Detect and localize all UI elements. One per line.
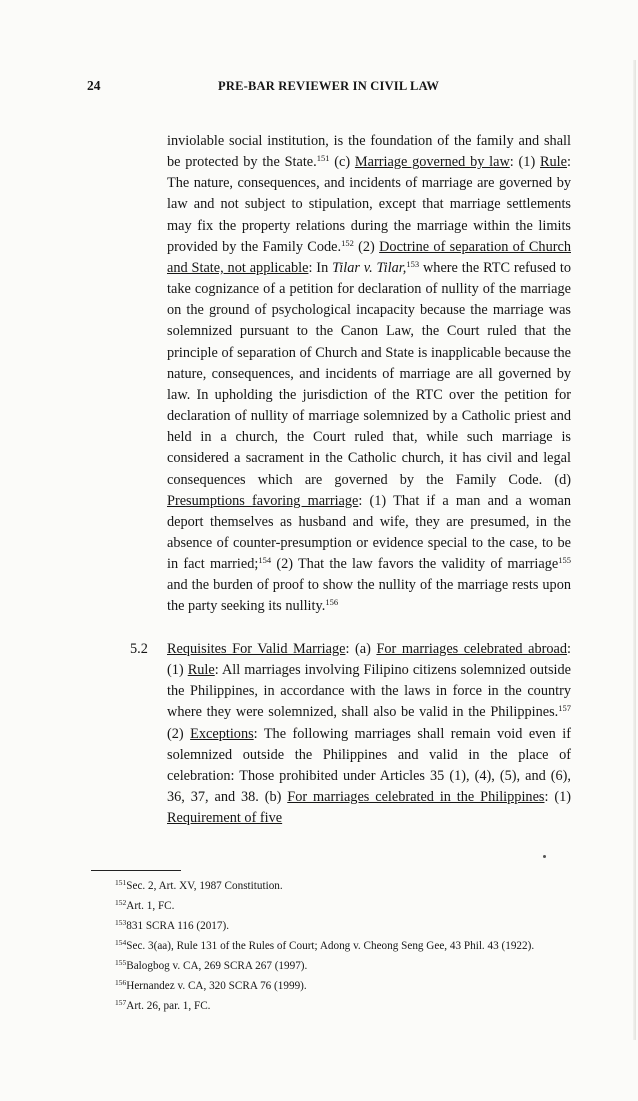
footnote [87, 956, 577, 976]
text-run: : The nature, consequences, and incidents of marriage are governed by law and not subject to stipulation, except that marriage settlements may fix the property relations during the marriage within the limits provided by the Family Code. [167, 154, 571, 255]
underlined-heading: For marriages celebrated abroad [376, 641, 568, 657]
page-number: 24 [87, 78, 101, 93]
ink-speck [543, 855, 546, 858]
footnote-ref: 156 [325, 597, 339, 608]
footnote-ref: 155 [558, 555, 571, 566]
footnote-number: 155 [115, 958, 127, 967]
footnote [87, 896, 577, 916]
footnote-number: 153 [115, 918, 127, 927]
footnote-number: 156 [115, 978, 127, 987]
underlined-heading: Exceptions [190, 725, 254, 742]
text-run: : (1) [509, 154, 540, 171]
underlined-heading: Marriage governed by law [354, 154, 510, 171]
underlined-heading: Doctrine of separation of Church and State, not applicable [167, 238, 571, 276]
footnote-text: Sec. 2, Art. XV, 1987 Constitution. [126, 880, 283, 892]
footnote-ref: 157 [558, 703, 571, 714]
footnote-ref: 151 [316, 153, 330, 164]
text-run: (2) [353, 238, 380, 255]
footnote-separator [91, 870, 181, 871]
text-run: where the RTC refused to take cognizance of a petition for declaration of nullity of the marriage on the ground of psychological incapacity because the marriage was solemnized pursuant to the Canon Law, the Court ruled that the principle of separation of Church and State is inapplicable because the nature, consequences, and incidents of marriage are all governed by law. In upholding the jurisdiction of the RTC over the petition for declaration of nullity of marriage solemnized by a Catholic priest and held in a church, the Court ruled that, while such marriage is considered a sacrament in the Catholic church, it has civil and legal consequences which are governed by the Family Code. (d) [167, 259, 572, 488]
text-run: (2) That the law favors the validity of marriage [271, 556, 559, 573]
text-run: (c) [329, 154, 355, 171]
footnote-number: 151 [115, 878, 127, 887]
underlined-heading: Rule [187, 662, 215, 679]
footnote-ref: 152 [341, 237, 354, 248]
footnote-ref: 154 [258, 555, 272, 566]
underlined-heading: For marriages celebrated in the Philippines [287, 789, 545, 806]
text-run: inviolable social institution, is the foundation of the family and shall be protected by the State. [167, 133, 571, 171]
underlined-heading: Requisites For Valid Marriage [167, 641, 346, 657]
text-run: : (1) That if a man and a woman deport themselves as husband and wife, they are presumed, in the absence of counter-presumption or evidence special to the case, to be in fact married; [167, 492, 571, 573]
footnote-number: 154 [115, 938, 127, 947]
underlined-heading: Presumptions favoring marriage [167, 492, 359, 509]
footnote [87, 916, 577, 936]
text-run: : (1) [167, 641, 571, 679]
underlined-heading: Rule [540, 154, 568, 171]
footnote [87, 976, 577, 996]
text-run: : (a) [345, 641, 377, 657]
text-run: : (1) [544, 789, 571, 806]
footnote [87, 996, 577, 1016]
page-edge-shadow [633, 60, 636, 1040]
text-run: : In [308, 259, 333, 276]
footnote [87, 936, 577, 956]
paragraph-requisites [167, 639, 571, 829]
running-title: PRE-BAR REVIEWER IN CIVIL LAW [218, 79, 440, 93]
footnote [87, 876, 577, 896]
footnote-number: 157 [115, 998, 127, 1007]
footnote-text: Balogbog v. CA, 269 SCRA 267 (1997). [126, 960, 308, 972]
text-run: : The following marriages shall remain void even if solemnized outside the Philippines and valid in the place of celebration: Those prohibited under Articles 35 (1), (4), (5), and (6), 36, 37, and 38. (b) [167, 725, 571, 806]
paragraph-marriage-nature [167, 131, 571, 618]
footnote-number: 152 [115, 898, 127, 907]
section-number: 5.2 [130, 641, 148, 657]
footnote-ref: 153 [406, 258, 420, 269]
footnotes [87, 876, 577, 1016]
text-run: : All marriages involving Filipino citizens solemnized outside the Philippines, in accordance with the laws in force in the country where they were solemnized, shall also be valid in the Philippines. [167, 662, 571, 721]
text-run: and the burden of proof to show the nullity of the marriage rests upon the party seeking its nullity. [167, 577, 571, 615]
text-run: (2) [167, 725, 191, 742]
underlined-heading: Requirement of five [167, 810, 283, 827]
footnote-text: Art. 26, par. 1, FC. [126, 1000, 211, 1012]
case-name: Tilar v. Tilar, [332, 259, 407, 276]
footnote-text: Hernandez v. CA, 320 SCRA 76 (1999). [126, 980, 307, 992]
footnote-text: 831 SCRA 116 (2017). [126, 920, 230, 932]
footnote-text: Art. 1, FC. [126, 900, 175, 912]
footnote-text: Sec. 3(aa), Rule 131 of the Rules of Court; Adong v. Cheong Seng Gee, 43 Phil. 43 (1922). [126, 940, 535, 952]
